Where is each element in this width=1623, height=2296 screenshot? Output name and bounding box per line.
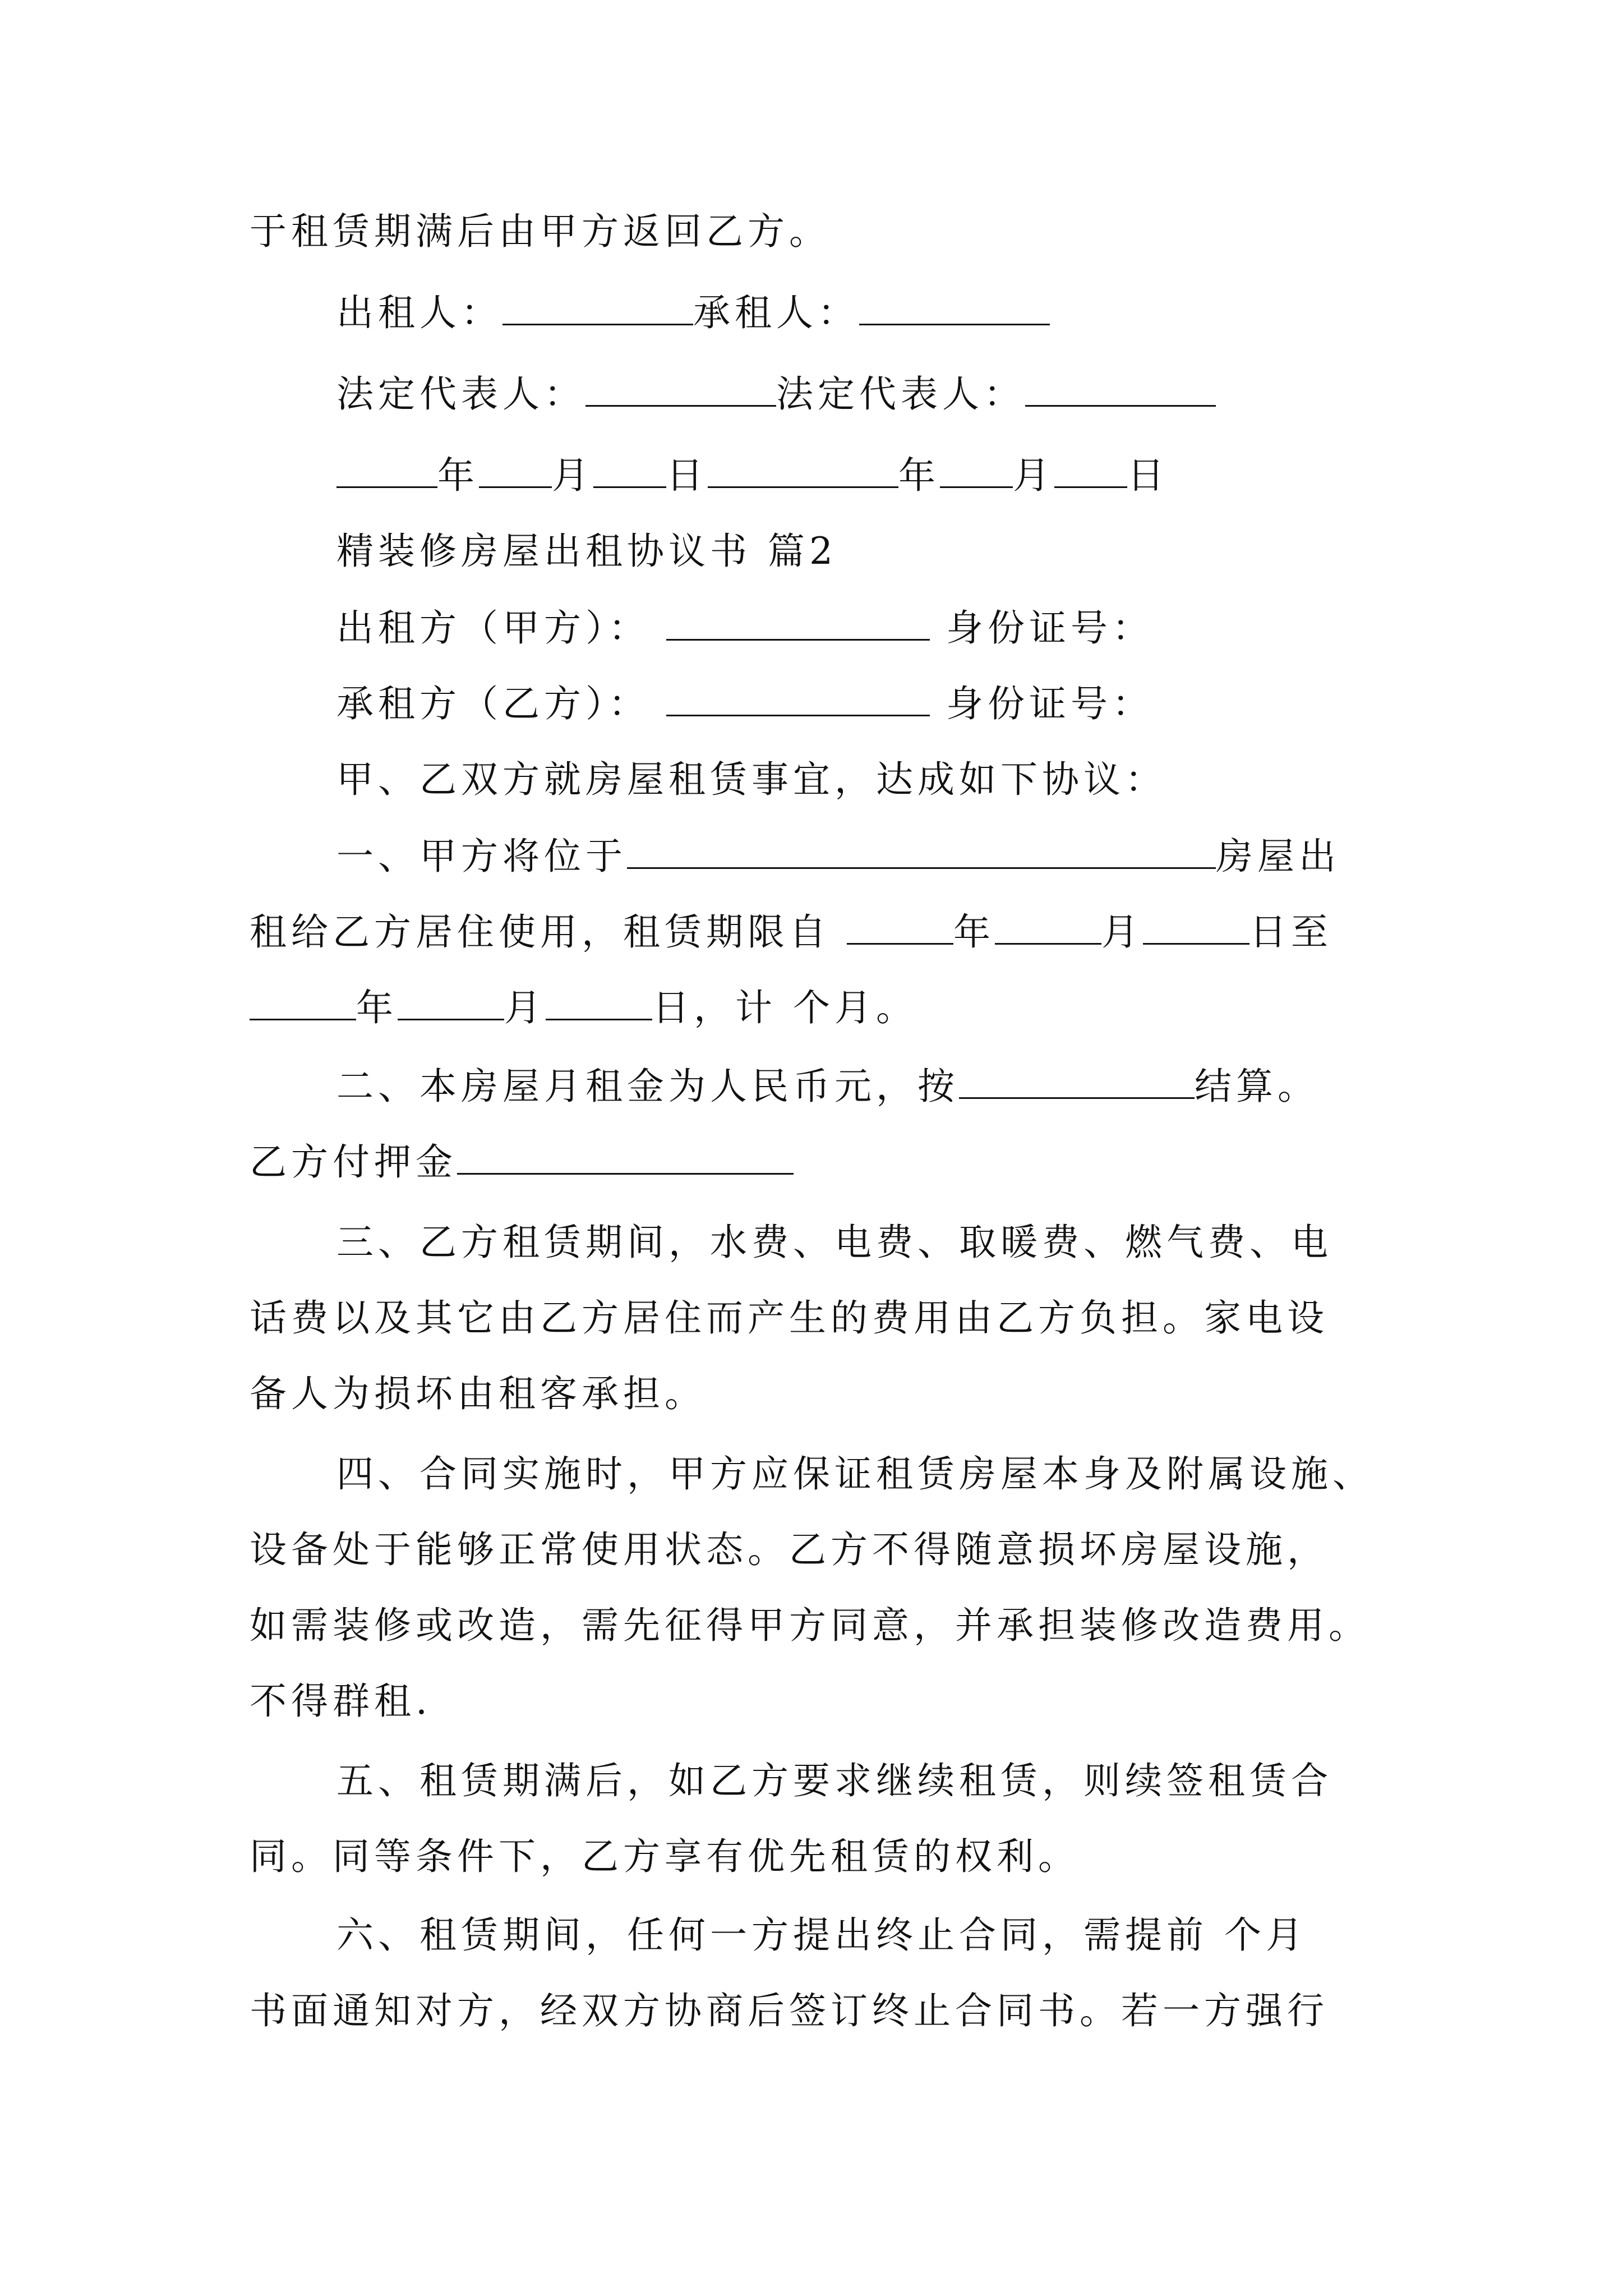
fill-in-blank xyxy=(479,454,552,488)
text-line xyxy=(336,606,1154,651)
text-segment: 四、合同实施时，甲方应保证租赁房屋本身及附属设施、 xyxy=(336,1452,1374,1496)
text-segment: 同。同等条件下，乙方享有优先租赁的权利。 xyxy=(250,1835,1080,1878)
fill-in-blank xyxy=(1025,372,1216,407)
text-segment: 日 xyxy=(1127,454,1169,497)
text-line xyxy=(336,1064,1319,1109)
text-segment: 不得群租. xyxy=(250,1680,432,1723)
text-line xyxy=(250,1603,1370,1648)
text-segment: 一、甲方将位于 xyxy=(336,835,627,878)
text-segment: 话费以及其它由乙方居住而产生的费用由乙方负担。家电设 xyxy=(250,1296,1329,1340)
text-segment: 日 xyxy=(666,454,708,497)
text-line xyxy=(336,682,1154,726)
text-segment: 租给乙方居住使用，租赁期限自 xyxy=(250,910,847,954)
text-segment: 承租方（乙方）： xyxy=(336,682,666,725)
text-segment: 月 xyxy=(1013,454,1054,497)
text-segment: 出租人： xyxy=(336,291,502,334)
text-segment: 设备处于能够正常使用状态。乙方不得随意损坏房屋设施， xyxy=(250,1528,1329,1571)
section-heading xyxy=(336,529,837,574)
fill-in-blank xyxy=(457,1140,794,1175)
fill-in-blank xyxy=(593,454,666,488)
text-segment: 承租人： xyxy=(693,291,859,334)
text-segment: 结算。 xyxy=(1195,1065,1319,1108)
text-segment: 二、本房屋月租金为人民币元，按 xyxy=(336,1065,959,1108)
text-segment: 三、乙方租赁期间，水费、电费、取暖费、燃气费、电 xyxy=(336,1221,1332,1264)
text-segment: 年 xyxy=(898,454,940,497)
text-line xyxy=(250,1834,1080,1879)
text-segment: 乙方付押金 xyxy=(250,1140,457,1184)
text-segment: 于租赁期满后由甲方返回乙方。 xyxy=(250,210,831,253)
text-line xyxy=(250,209,831,254)
text-segment: 法定代表人： xyxy=(336,372,585,416)
text-segment: 日至 xyxy=(1249,910,1332,954)
text-line xyxy=(336,1452,1374,1497)
fill-in-blank xyxy=(502,291,693,325)
text-segment: 月 xyxy=(552,454,593,497)
fill-in-blank xyxy=(336,454,437,488)
text-segment: 如需装修或改造，需先征得甲方同意，并承担装修改造费用。 xyxy=(250,1604,1370,1647)
fill-in-blank xyxy=(959,1065,1195,1099)
fill-in-blank xyxy=(995,910,1101,945)
text-segment: 备人为损坏由租客承担。 xyxy=(250,1372,706,1415)
text-line xyxy=(250,1296,1329,1341)
text-segment: 书面通知对方，经双方协商后签订终止合同书。若一方强行 xyxy=(250,1989,1329,2032)
text-line xyxy=(336,1220,1332,1265)
text-line xyxy=(336,834,1340,879)
text-line xyxy=(336,453,1169,498)
text-line xyxy=(336,372,1216,417)
fill-in-blank xyxy=(585,372,776,407)
text-segment: 日，计 个月。 xyxy=(652,986,917,1029)
fill-in-blank xyxy=(940,454,1013,488)
text-line xyxy=(250,1140,794,1185)
text-segment: 年 xyxy=(437,454,479,497)
fill-in-blank xyxy=(546,986,652,1020)
fill-in-blank xyxy=(859,291,1050,325)
text-segment: 六、租赁期间，任何一方提出终止合同，需提前 个月 xyxy=(336,1913,1307,1957)
text-segment: 月 xyxy=(1101,910,1143,954)
text-line xyxy=(250,910,1332,955)
text-segment: 年 xyxy=(356,986,398,1029)
text-line xyxy=(336,1913,1307,1958)
text-line xyxy=(336,1759,1332,1803)
fill-in-blank xyxy=(250,986,356,1020)
text-line xyxy=(250,1372,706,1416)
fill-in-blank xyxy=(847,910,953,945)
text-segment: 甲、乙双方就房屋租赁事宜，达成如下协议： xyxy=(336,758,1166,801)
text-line xyxy=(250,986,917,1030)
fill-in-blank xyxy=(666,606,930,641)
fill-in-blank xyxy=(1054,454,1127,488)
text-segment: 五、租赁期满后，如乙方要求继续租赁，则续签租赁合 xyxy=(336,1759,1332,1802)
fill-in-blank xyxy=(1143,910,1249,945)
text-segment: 法定代表人： xyxy=(776,372,1025,416)
text-segment: 出租方（甲方）： xyxy=(336,606,666,650)
text-line xyxy=(250,1989,1329,2033)
fill-in-blank xyxy=(666,682,930,716)
fill-in-blank xyxy=(627,835,1216,869)
fill-in-blank xyxy=(398,986,504,1020)
text-line xyxy=(250,1527,1329,1572)
fill-in-blank xyxy=(708,454,898,488)
text-segment: 精装修房屋出租协议书 篇2 xyxy=(336,530,837,573)
text-segment: 房屋出 xyxy=(1216,835,1340,878)
text-segment: 身份证号： xyxy=(929,682,1154,725)
text-line xyxy=(336,757,1166,802)
text-segment: 年 xyxy=(953,910,995,954)
text-line xyxy=(336,291,1050,335)
text-segment: 月 xyxy=(504,986,546,1029)
text-line xyxy=(250,1679,432,1724)
text-segment: 身份证号： xyxy=(929,606,1154,650)
